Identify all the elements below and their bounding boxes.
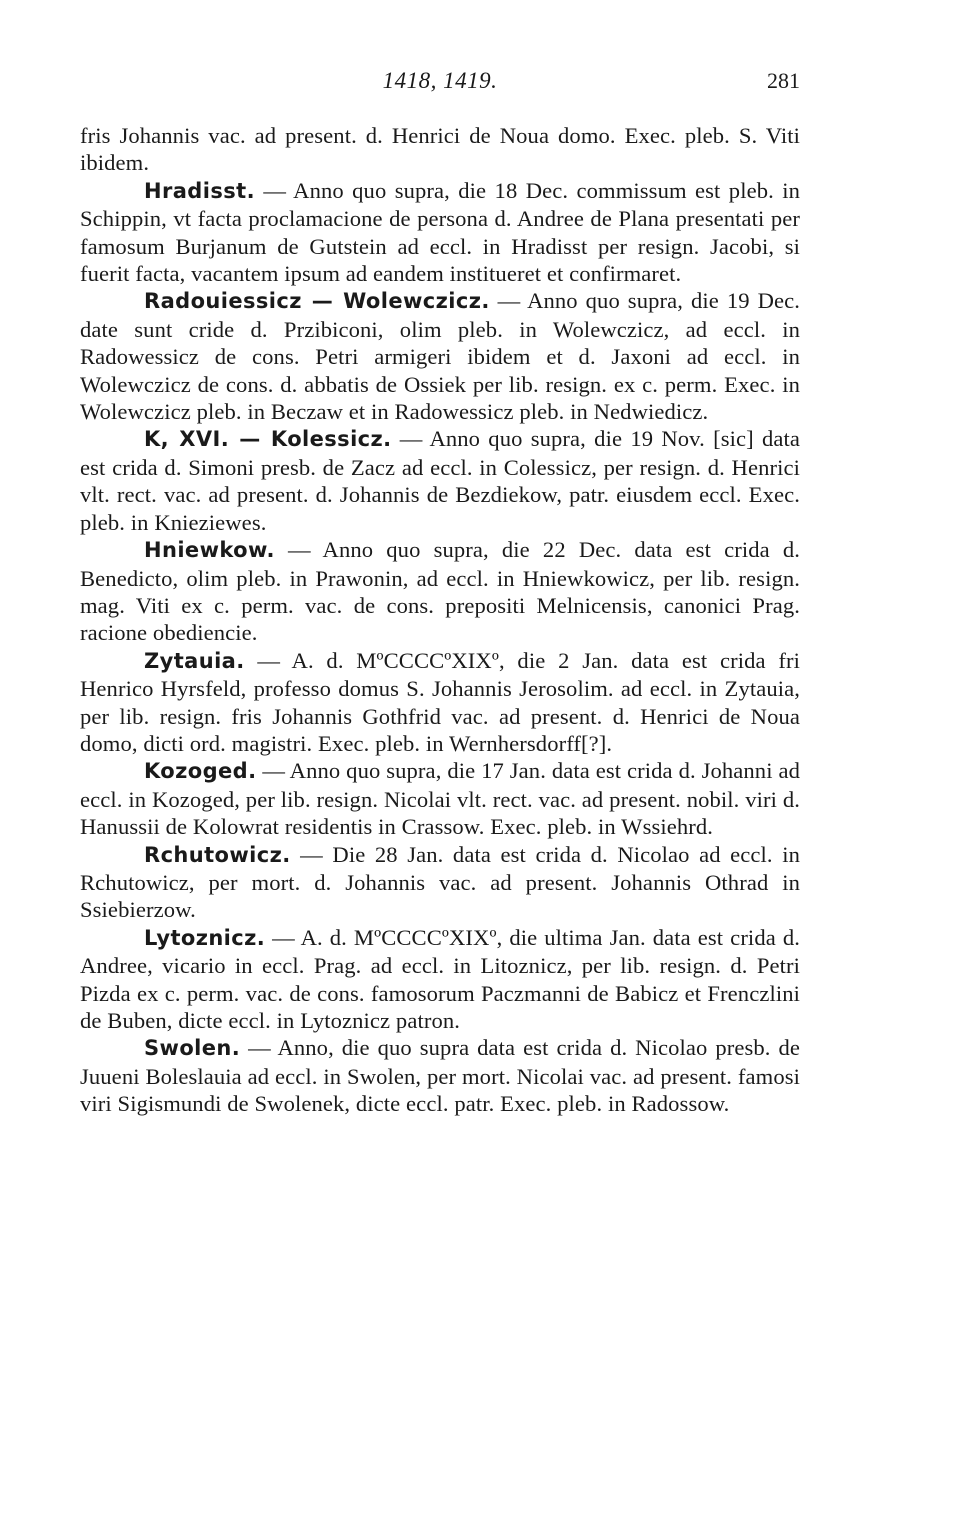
entry-hniewkow	[80, 536, 800, 647]
continuation-paragraph: fris Johannis vac. ad present. d. Henrici de Noua domo. Exec. pleb. S. Viti ibidem.	[80, 123, 800, 176]
entry-text: — Die 28 Jan. data est crida d. Nicolao ad eccl. in Rchutowicz, per mort. d. Johannis vac. ad present. Johannis Othrad in Ssiebierzow.	[80, 841, 800, 923]
entry-headword: Swolen.	[144, 1036, 241, 1061]
entry-rchutowicz	[80, 841, 800, 924]
entry-headword: Lytoznicz.	[144, 925, 266, 950]
entry-headword: Rchutowicz.	[144, 842, 291, 867]
entry-headword: Kozoged.	[144, 759, 257, 784]
running-title: 1418, 1419.	[382, 68, 498, 93]
entry-zytauia	[80, 647, 800, 758]
entry-text: — A. d. MºCCCCºXIXº, die 2 Jan. data est crida fri Henrico Hyrsfeld, professo domus S. Johannis Jerosolim. ad eccl. in Zytauia, per lib. resign. fris Johannis Gothfrid vac. ad present. d. Henrici de Noua domo, dicti ord. magistri. Exec. pleb. in Wernhersdorff[?].	[80, 647, 800, 756]
entry-headword: Zytauia.	[144, 648, 245, 673]
entry-kozoged	[80, 757, 800, 840]
entry-text: — Anno quo supra, die 19 Nov. [sic] data est crida d. Simoni presb. de Zacz ad eccl. in Colessicz, per resign. d. Henrici vlt. rect. vac. ad present. d. Johannis de Bezdiekow, patr. eiusdem eccl. Exec. pleb. in Knieziewes.	[80, 426, 801, 535]
entry-text: — Anno quo supra, die 17 Jan. data est crida d. Johanni ad eccl. in Kozoged, per lib. resign. Nicolai vlt. rect. vac. ad present. nobil. viri d. Hanussii de Kolowrat residentis in Crassow. Exec. pleb. in Wssiehrd.	[80, 758, 800, 840]
entry-text: — Anno, die quo supra data est crida d. Nicolao presb. de Juueni Boleslauia ad eccl. in Swolen, per mort. Nicolai vac. ad present. famosi viri Sigismundi de Swolenek, dicte eccl. patr. Exec. pleb. in Radossow.	[80, 1035, 800, 1117]
entry-text: — Anno quo supra, die 22 Dec. data est crida d. Benedicto, olim pleb. in Prawonin, ad eccl. in Hniewkowicz, per lib. resign. mag. Viti ex c. perm. vac. de cons. prepositi Melnicensis, canonici Prag. racione obediencie.	[80, 537, 800, 646]
entry-headword: Radouiessicz — Wolewczicz.	[144, 289, 490, 314]
entry-text: — A. d. MºCCCCºXIXº, die ultima Jan. data est crida d. Andree, vicario in eccl. Prag. ad eccl. in Litoznicz, per lib. resign. d. Petri Pizda ex c. perm. vac. de cons. famosorum Paczmanni de Babicz et Frenczlini de Buben, dicte eccl. in Lytoznicz patron.	[80, 924, 800, 1033]
entry-headword: Hradisst.	[144, 178, 255, 203]
entry-swolen	[80, 1034, 800, 1117]
entry-hradisst	[80, 177, 800, 288]
page-number: 281	[767, 68, 800, 93]
entry-headword: Hniewkow.	[144, 538, 275, 563]
entry-radouiessicz	[80, 287, 800, 425]
entry-lytoznicz	[80, 924, 800, 1035]
running-head	[80, 68, 800, 122]
entry-headword: K, XVI. — Kolessicz.	[144, 427, 392, 452]
entry-kolessicz	[80, 425, 800, 536]
document-page	[80, 68, 800, 1118]
entry-text: — Anno quo supra, die 18 Dec. commissum est pleb. in Schippin, vt facta proclamacione de persona d. Andree de Plana presentati per famosum Burjanum de Gutstein ad eccl. in Hradisst per resign. Jacobi, si fuerit facta, vacantem ipsum ad eandem institueret et confirmaret.	[80, 177, 800, 287]
entry-text: — Anno quo supra, die 19 Dec. date sunt cride d. Przibiconi, olim pleb. in Wolewczicz, ad eccl. in Radowessicz de cons. Petri armigeri ibidem et d. Jaxoni ad eccl. in Wolewczicz de cons. d. abbatis de Ossiek per lib. resign. ex c. perm. Exec. in Wolewczicz pleb. in Beczaw et in Radowessicz pleb. in Nedwiedicz.	[80, 288, 800, 425]
